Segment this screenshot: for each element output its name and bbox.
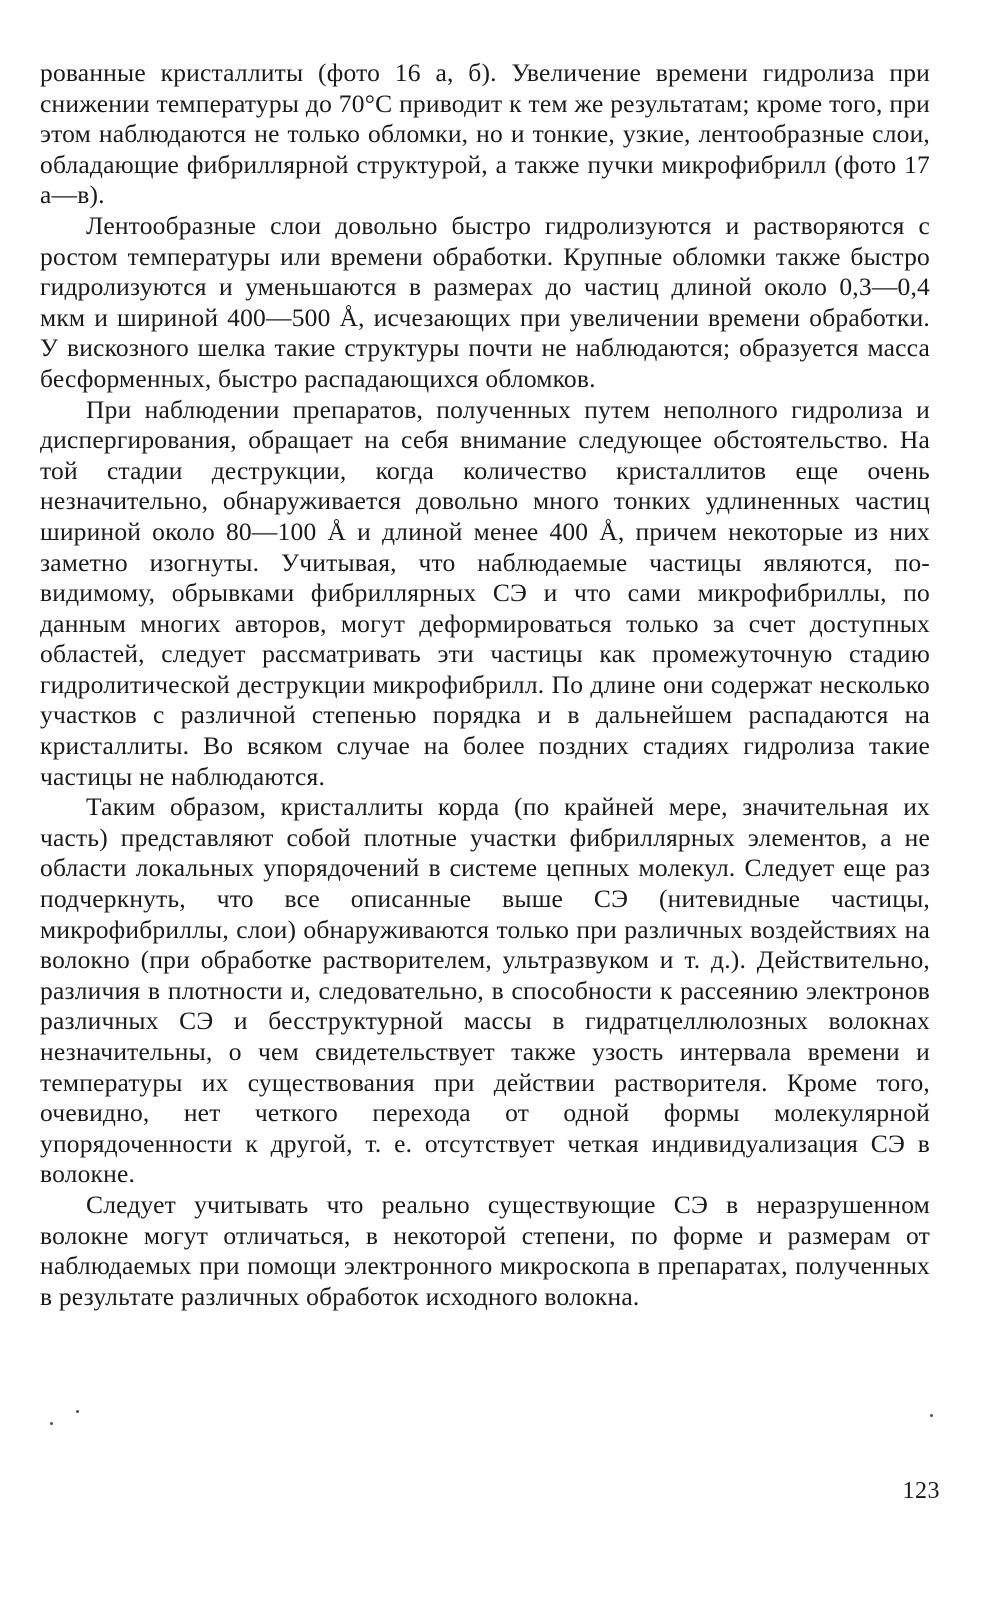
scan-speck bbox=[50, 1422, 53, 1425]
paragraph-2: Лентообразные слои довольно быстро гидролизуются и растворяются с ростом температуры или времени обработки. Крупные обломки также быстро гидролизуются и уменьшаются в размерах до частиц длиной около 0,3—0,4 мкм и шириной 400—500 Å, исчезающих при увеличении времени обработки. У вискозного шелка такие структуры почти не наблюдаются; образуется масса бесформенных, быстро распадающихся обломков. bbox=[40, 210, 930, 393]
paragraph-1: рованные кристаллиты (фото 16 а, б). Увеличение времени гидролиза при снижении температуры до 70°С приводит к тем же результатам; кроме того, при этом наблюдаются не только обломки, но и тонкие, узкие, лентообразные слои, обладающие фибриллярной структурой, а также пучки микрофибрилл (фото 17 а—в). bbox=[40, 58, 930, 210]
scan-speck bbox=[930, 1414, 933, 1417]
page-number: 123 bbox=[902, 1478, 940, 1504]
paragraph-3: При наблюдении препаратов, полученных путем неполного гидролиза и диспергирования, обращает на себя внимание следующее обстоятельство. На той стадии деструкции, когда количество кристаллитов еще очень незначительно, обнаруживается довольно много тонких удлиненных частиц шириной около 80—100 Å и длиной менее 400 Å, причем некоторые из них заметно изогнуты. Учитывая, что наблюдаемые частицы являются, по-видимому, обрывками фибриллярных СЭ и что сами микрофибриллы, по данным многих авторов, могут деформироваться только за счет доступных областей, следует рассматривать эти частицы как промежуточную стадию гидролитической деструкции микрофибрилл. По длине они содержат несколько участков с различной степенью порядка и в дальнейшем распадаются на кристаллиты. Во всяком случае на более поздних стадиях гидролиза такие частицы не наблюдаются. bbox=[40, 394, 930, 791]
paragraph-4: Таким образом, кристаллиты корда (по крайней мере, значительная их часть) представляют собой плотные участки фибриллярных элементов, а не области локальных упорядочений в системе цепных молекул. Следует еще раз подчеркнуть, что все описанные выше СЭ (нитевидные частицы, микрофибриллы, слои) обнаруживаются только при различных воздействиях на волокно (при обработке растворителем, ультразвуком и т. д.). Действительно, различия в плотности и, следовательно, в способности к рассеянию электронов различных СЭ и бесструктурной массы в гидратцеллюлозных волокнах незначительны, о чем свидетельствует также узость интервала времени и температуры их существования при действии растворителя. Кроме того, очевидно, нет четкого перехода от одной формы молекулярной упорядоченности к другой, т. е. отсутствует четкая индивидуализация СЭ в волокне. bbox=[40, 792, 930, 1189]
scan-speck bbox=[76, 1410, 79, 1413]
paragraph-5: Следует учитывать что реально существующие СЭ в неразрушенном волокне могут отличаться, в некоторой степени, по форме и размерам от наблюдаемых при помощи электронного микроскопа в препаратах, полученных в результате различных обработок исходного волокна. bbox=[40, 1189, 930, 1311]
body-text bbox=[40, 58, 930, 1312]
